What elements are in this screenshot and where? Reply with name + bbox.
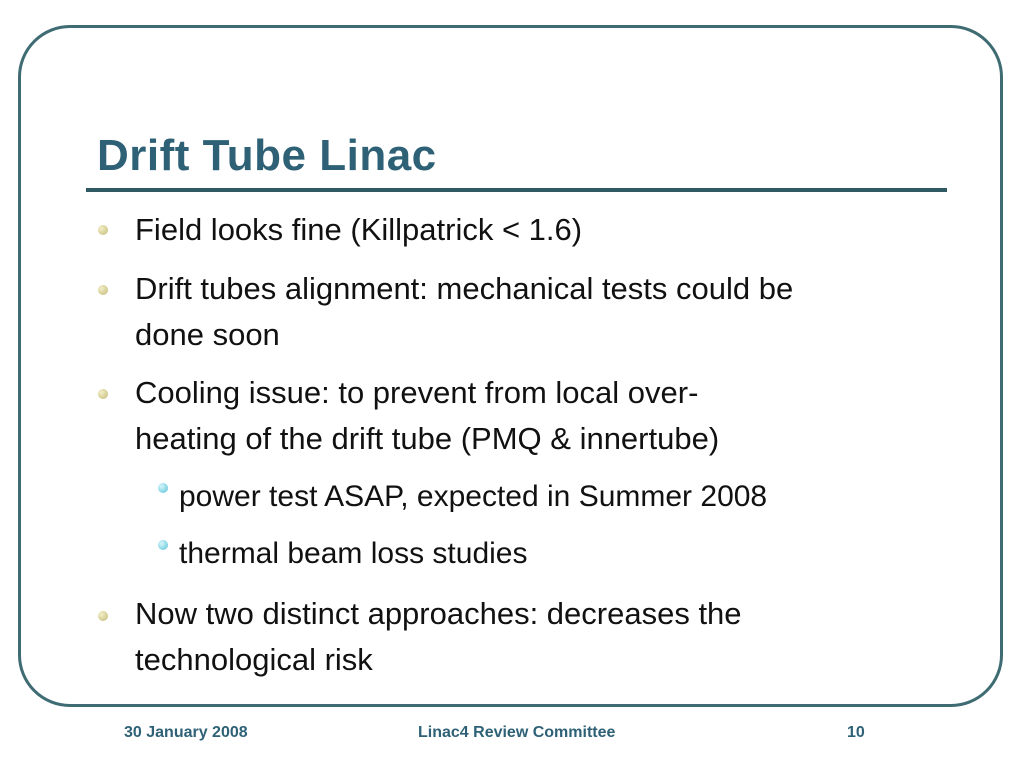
bullet-line: done soon (135, 317, 280, 352)
bullet-dot-icon (98, 611, 108, 621)
slide-title: Drift Tube Linac (97, 131, 437, 180)
sub-bullet-dot-icon (158, 540, 168, 550)
footer-date: 30 January 2008 (124, 724, 248, 741)
sub-bullet-line: thermal beam loss studies (179, 537, 528, 570)
footer-title: Linac4 Review Committee (418, 724, 616, 741)
bullet-line: Drift tubes alignment: mechanical tests could be (135, 271, 794, 306)
sub-bullet-item-power-test (179, 474, 767, 520)
bullet-dot-icon (98, 389, 108, 399)
bullet-dot-icon (98, 225, 108, 235)
sub-bullet-line: power test ASAP, expected in Summer 2008 (179, 480, 768, 513)
bullet-line: heating of the drift tube (PMQ & innertube) (135, 421, 720, 456)
sub-bullet-item-beam-loss (179, 531, 528, 577)
bullet-line: Cooling issue: to prevent from local over- (135, 375, 699, 410)
bullet-item-field (135, 207, 582, 253)
bullet-line: Now two distinct approaches: decreases the (135, 596, 742, 631)
title-underline (86, 188, 947, 192)
bullet-dot-icon (98, 285, 108, 295)
footer-page-number: 10 (847, 724, 865, 741)
bullet-item-approaches (135, 591, 742, 683)
bullet-line: Field looks fine (Killpatrick < 1.6) (135, 212, 583, 247)
bullet-line: technological risk (135, 642, 373, 677)
bullet-item-alignment (135, 266, 793, 358)
bullet-item-cooling (135, 370, 719, 462)
sub-bullet-dot-icon (158, 483, 168, 493)
